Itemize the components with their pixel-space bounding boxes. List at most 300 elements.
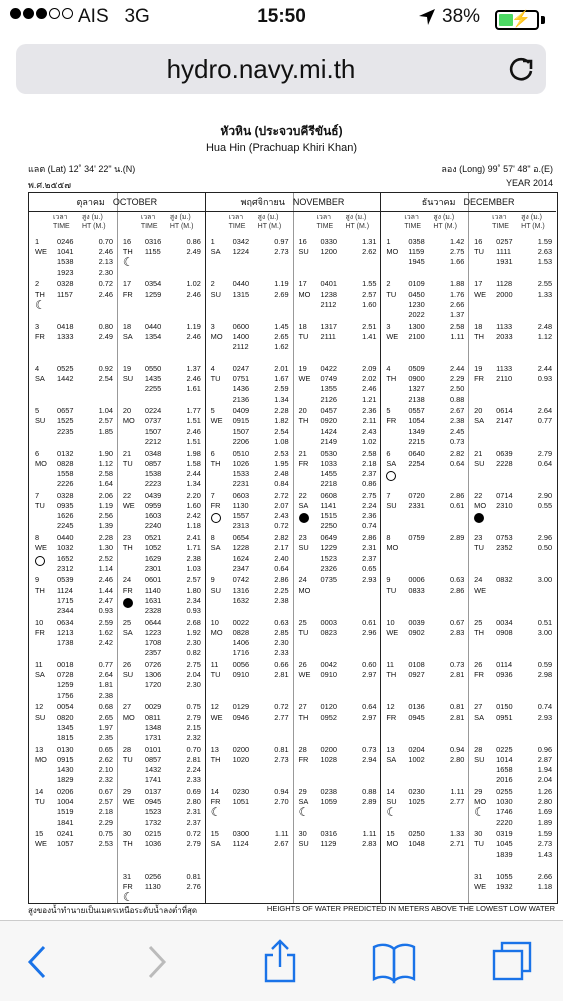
- tide-height: 1.69: [537, 807, 553, 817]
- half-moon-icon: ☾: [474, 805, 485, 820]
- weekday: FR: [474, 374, 485, 384]
- year-label: YEAR 2014: [505, 178, 553, 188]
- day-number: 29: [298, 786, 307, 796]
- month-header: [205, 193, 381, 212]
- tide-time: 1052: [144, 543, 162, 553]
- tide-height: 2.89: [449, 533, 465, 543]
- tide-time: 1931: [496, 257, 513, 267]
- tide-time: 1051: [232, 797, 250, 807]
- footer-note-thai: สูงของน้ำทำนายเป็นเมตรเหนือระดับน้ำลงต่ำที่สุด: [28, 906, 198, 915]
- weekday: WE: [474, 289, 487, 299]
- day-number: 22: [474, 490, 483, 500]
- weekday: FR: [298, 754, 309, 764]
- tide-times: [496, 872, 526, 892]
- tide-times: [57, 660, 87, 701]
- month-name-english: NOVEMBER: [292, 197, 345, 207]
- tide-heights: [261, 237, 289, 257]
- tide-height: 2.37: [186, 817, 201, 827]
- day-label: [211, 237, 231, 257]
- tide-height: 2.30: [274, 638, 289, 648]
- tide-time: 1333: [57, 331, 74, 341]
- tide-height: 2.97: [362, 712, 377, 722]
- day-number: 6: [386, 448, 391, 458]
- day-label: [386, 406, 406, 426]
- day-number: 22: [122, 490, 132, 500]
- day-number: 27: [474, 702, 483, 712]
- day-number: 1: [210, 237, 215, 246]
- tide-time: 0150: [496, 702, 513, 712]
- weekday: TH: [122, 247, 133, 257]
- tide-times: [233, 702, 263, 722]
- tide-height: 2.96: [362, 627, 377, 637]
- tide-height: 0.70: [186, 744, 201, 754]
- tide-heights: [85, 364, 113, 384]
- tide-time: 0137: [144, 786, 162, 796]
- time-header: TIME: [228, 223, 246, 230]
- tide-time: 0959: [144, 501, 162, 510]
- tide-times: [145, 279, 175, 299]
- tide-time: 1002: [408, 754, 425, 764]
- day-number: 26: [474, 660, 483, 669]
- weekday: TH: [474, 627, 485, 637]
- day-label: [474, 660, 494, 680]
- tide-height: 0.60: [362, 660, 377, 669]
- tide-time: 1055: [496, 871, 513, 881]
- tide-time: 0418: [57, 321, 74, 331]
- tide-time: 1658: [496, 765, 513, 774]
- tide-height: 2.94: [362, 754, 377, 764]
- tide-heights: [261, 322, 289, 353]
- tide-time: 2112: [232, 342, 249, 351]
- tide-height: 2.75: [186, 660, 201, 669]
- tide-time: 0319: [496, 829, 513, 839]
- day-number: 9: [35, 575, 40, 585]
- tide-height: 1.21: [362, 394, 377, 404]
- tide-height: 2.44: [186, 468, 201, 478]
- tide-time: 0915: [57, 754, 74, 764]
- day-label: [123, 533, 143, 553]
- day-label: [474, 491, 494, 527]
- day-label: [386, 322, 406, 342]
- tide-height: 1.92: [186, 627, 201, 637]
- address-bar[interactable]: [16, 44, 546, 94]
- day-number: 11: [210, 660, 219, 669]
- tide-times: [145, 618, 175, 659]
- day-label: [123, 406, 143, 426]
- tide-heights: [85, 449, 113, 490]
- tide-heights: [85, 533, 113, 574]
- tide-heights: [85, 745, 113, 786]
- tide-time: 1632: [232, 595, 250, 605]
- day-label: [123, 702, 143, 722]
- day-number: 14: [35, 786, 44, 796]
- tide-time: 1432: [144, 765, 162, 774]
- tide-height: 0.73: [362, 744, 377, 754]
- tide-height: 2.04: [186, 670, 201, 680]
- day-number: 15: [210, 829, 219, 839]
- weekday: SA: [386, 458, 397, 468]
- tide-time: 0946: [232, 712, 250, 722]
- weekday: SA: [122, 627, 133, 637]
- day-label: [474, 237, 494, 257]
- back-icon[interactable]: [16, 939, 64, 985]
- tide-time: 1300: [408, 321, 425, 331]
- day-number: 10: [386, 617, 395, 627]
- tide-time: 0644: [144, 617, 162, 627]
- tabs-icon[interactable]: [490, 939, 538, 985]
- tide-times: [57, 406, 87, 437]
- day-number: 6: [210, 448, 215, 458]
- day-number: 31: [474, 871, 483, 881]
- tide-times: [496, 787, 526, 828]
- tide-height: 2.53: [274, 448, 289, 458]
- tide-time: 1557: [232, 511, 250, 521]
- tide-height: 2.80: [537, 797, 553, 807]
- tide-times: [496, 702, 526, 722]
- day-label: [211, 491, 231, 527]
- tide-heights: [349, 406, 377, 447]
- day-label: [211, 745, 231, 765]
- tide-height: 2.28: [98, 533, 113, 543]
- footer-note-english: HEIGHTS OF WATER PREDICTED IN METERS ABOVE THE LOWEST LOW WATER: [266, 904, 555, 913]
- tide-time: 0101: [144, 744, 162, 754]
- tide-time: 1059: [320, 797, 337, 807]
- tide-height: 0.94: [449, 744, 465, 754]
- tide-height: 2.04: [537, 775, 553, 785]
- tide-times: [57, 787, 87, 828]
- day-label: [123, 745, 143, 765]
- day-number: 9: [386, 575, 391, 585]
- weekday: WE: [122, 797, 135, 807]
- tide-height: 2.70: [274, 797, 289, 807]
- weekday: TU: [122, 458, 133, 468]
- tide-height: 2.20: [186, 490, 201, 500]
- tide-height: 2.18: [362, 458, 377, 468]
- tide-time: 1128: [496, 279, 513, 289]
- tide-time: 2136: [232, 394, 250, 404]
- weekday: MO: [35, 458, 47, 468]
- day-number: 28: [474, 744, 483, 754]
- tide-time: 1348: [144, 722, 162, 732]
- day-label: [123, 364, 143, 384]
- tide-height: 0.81: [186, 871, 201, 881]
- tide-heights: [436, 702, 464, 722]
- tide-time: 0330: [320, 237, 337, 246]
- day-label: [386, 364, 406, 384]
- day-number: 23: [298, 533, 307, 543]
- weekday: WE: [474, 881, 487, 891]
- tide-times: [145, 702, 175, 743]
- tide-height: 1.58: [186, 458, 201, 468]
- tide-height: 2.46: [98, 289, 113, 299]
- tide-time: 0215: [144, 829, 162, 839]
- tide-height: 0.64: [537, 458, 553, 468]
- tide-time: 1026: [232, 458, 250, 468]
- day-number: 23: [122, 533, 132, 543]
- day-label: [386, 829, 406, 849]
- tide-height: 2.36: [362, 406, 377, 416]
- time-header-thai: เวลา: [492, 214, 507, 221]
- tide-time: 0003: [320, 617, 337, 627]
- reload-icon[interactable]: [504, 52, 538, 86]
- tide-time: 1525: [57, 416, 74, 426]
- tide-time: 0749: [320, 374, 337, 384]
- tide-time: 1756: [57, 690, 74, 700]
- tide-heights: [436, 575, 464, 595]
- tide-times: [233, 406, 263, 447]
- tide-height: 2.02: [362, 374, 377, 384]
- tide-times: [408, 237, 438, 268]
- tide-heights: [349, 618, 377, 638]
- tide-height: 2.87: [537, 754, 553, 764]
- day-number: 5: [386, 406, 391, 416]
- tide-time: 1045: [496, 839, 513, 849]
- tide-height: 2.81: [186, 754, 201, 764]
- tide-height: 2.38: [449, 416, 465, 426]
- height-header: HT (M.): [521, 223, 545, 230]
- tide-time: 1436: [232, 384, 250, 394]
- tide-time: 0409: [232, 406, 250, 416]
- tide-height: 2.75: [449, 247, 465, 257]
- tide-time: 0525: [57, 363, 74, 373]
- tide-times: [57, 322, 87, 342]
- tide-heights: [524, 787, 552, 828]
- tide-time: 1738: [57, 638, 74, 648]
- bookmarks-icon[interactable]: [370, 939, 418, 985]
- column-divider: [117, 193, 118, 903]
- month-divider: [205, 193, 206, 903]
- month-name-english: DECEMBER: [463, 197, 515, 207]
- weekday: TU: [474, 247, 485, 257]
- day-number: 24: [474, 575, 483, 585]
- weekday: MO: [386, 543, 399, 553]
- tide-height: 1.97: [98, 722, 113, 732]
- tide-time: 0759: [408, 533, 425, 543]
- tide-time: 2312: [57, 563, 74, 573]
- weekday: MO: [35, 754, 47, 764]
- day-label: [299, 745, 319, 765]
- day-number: 11: [35, 660, 43, 669]
- tide-height: 0.63: [274, 617, 289, 627]
- tide-time: 0200: [232, 744, 250, 754]
- weekday: MO: [474, 501, 487, 510]
- weekday: TU: [386, 585, 397, 595]
- day-label: [123, 449, 143, 469]
- tide-time: 1014: [496, 754, 513, 764]
- tide-height: 1.08: [274, 436, 289, 446]
- day-number: 13: [210, 744, 219, 754]
- tide-height: 1.60: [362, 299, 377, 309]
- day-label: [386, 449, 406, 485]
- day-number: 18: [298, 321, 307, 331]
- tide-heights: [261, 829, 289, 849]
- tide-height: 2.36: [362, 511, 377, 521]
- day-number: 17: [474, 279, 483, 289]
- day-number: 2: [35, 279, 40, 289]
- tide-time: 1032: [57, 543, 74, 553]
- day-label: [386, 533, 406, 553]
- tide-time: 0130: [57, 744, 74, 754]
- weekday: WE: [298, 670, 311, 680]
- tide-height: 2.68: [186, 617, 201, 627]
- tide-height: 1.19: [98, 501, 113, 510]
- tide-times: [57, 491, 87, 532]
- tide-height: 2.53: [98, 839, 113, 849]
- day-number: 16: [474, 237, 483, 246]
- tide-times: [145, 322, 175, 342]
- tide-time: 0204: [408, 744, 425, 754]
- tide-height: 2.90: [537, 490, 553, 500]
- height-header: HT (M.): [433, 223, 457, 230]
- tide-height: 1.94: [537, 765, 553, 774]
- tide-time: 0539: [57, 575, 74, 585]
- tide-time: 0132: [57, 448, 74, 458]
- tide-times: [321, 660, 351, 680]
- tide-times: [233, 279, 263, 299]
- tide-time: 0915: [232, 416, 250, 426]
- tide-time: 2110: [496, 374, 513, 384]
- tide-height: 1.77: [186, 406, 201, 416]
- tide-height: 2.98: [537, 670, 553, 680]
- weekday: WE: [122, 501, 135, 510]
- tide-times: [57, 575, 87, 616]
- tide-time: 0811: [144, 712, 161, 722]
- tide-height: 2.62: [98, 754, 113, 764]
- tide-heights: [524, 702, 552, 722]
- day-label: [299, 533, 319, 553]
- tide-times: [408, 533, 438, 543]
- tide-height: 2.73: [537, 839, 553, 849]
- forward-icon[interactable]: [132, 939, 180, 985]
- tide-time: 0250: [408, 829, 425, 839]
- tide-height: 2.47: [98, 595, 113, 605]
- tide-times: [408, 618, 438, 638]
- tide-times: [321, 702, 351, 722]
- tide-height: 2.55: [537, 279, 553, 289]
- day-label: [299, 787, 319, 820]
- tide-time: 0601: [144, 575, 162, 585]
- tide-height: 0.92: [98, 363, 113, 373]
- tide-height: 2.54: [274, 426, 289, 436]
- tide-time: 0927: [408, 670, 425, 680]
- url-text[interactable]: hydro.navy.mi.th: [166, 54, 356, 84]
- weekday: FR: [35, 627, 45, 637]
- tide-heights: [524, 279, 552, 299]
- tide-time: 2254: [408, 458, 425, 468]
- tide-time: 1406: [232, 638, 250, 648]
- tide-time: 0832: [496, 575, 513, 585]
- tide-height: 1.64: [98, 479, 113, 489]
- tide-height: 0.67: [449, 617, 465, 627]
- day-label: [35, 660, 55, 680]
- tide-height: 1.61: [186, 384, 201, 394]
- tide-time: 0910: [232, 670, 250, 680]
- tide-times: [57, 449, 87, 490]
- tide-heights: [349, 322, 377, 342]
- tide-time: 0316: [320, 829, 337, 839]
- tide-time: 1354: [144, 331, 162, 341]
- tide-height: 1.51: [186, 436, 201, 446]
- tide-height: 2.56: [98, 511, 113, 521]
- tide-heights: [524, 829, 552, 860]
- tide-height: 2.09: [362, 363, 377, 373]
- day-label: [299, 364, 319, 384]
- tide-heights: [349, 660, 377, 680]
- tide-heights: [173, 702, 201, 743]
- day-number: 29: [122, 786, 132, 796]
- day-label: [474, 364, 494, 384]
- tide-time: 0129: [232, 702, 250, 712]
- tide-times: [233, 237, 263, 257]
- day-number: 31: [122, 871, 132, 881]
- tide-height: 2.59: [98, 617, 113, 627]
- tide-heights: [173, 449, 201, 490]
- tide-height: 2.71: [449, 839, 465, 849]
- weekday: SU: [386, 501, 397, 510]
- tide-time: 1424: [320, 426, 337, 436]
- tide-time: 1841: [57, 817, 74, 827]
- share-icon[interactable]: [256, 939, 304, 985]
- tide-time: 1200: [320, 247, 337, 257]
- tide-times: [408, 406, 438, 447]
- tide-time: 0114: [496, 660, 513, 669]
- tide-height: 2.81: [449, 670, 465, 680]
- tide-heights: [173, 406, 201, 447]
- tide-time: 1442: [57, 374, 74, 384]
- tide-height: 2.51: [362, 321, 377, 331]
- tide-time: 1327: [408, 384, 425, 394]
- tide-height: 0.70: [98, 237, 113, 246]
- weekday: WE: [386, 331, 399, 341]
- tide-time: 1213: [57, 627, 74, 637]
- tide-time: 1124: [57, 585, 73, 595]
- day-number: 26: [122, 660, 132, 669]
- day-number: 27: [298, 702, 307, 712]
- tide-heights: [261, 364, 289, 405]
- weekday: TH: [474, 331, 485, 341]
- tide-height: 0.86: [186, 237, 201, 246]
- tide-height: 1.19: [274, 279, 289, 289]
- tide-heights: [349, 449, 377, 490]
- tide-heights: [436, 533, 464, 543]
- tide-heights: [436, 364, 464, 405]
- tide-height: 0.72: [98, 279, 113, 289]
- tide-time: 0018: [57, 660, 74, 669]
- tide-height: 2.59: [274, 384, 289, 394]
- tide-time: 1746: [496, 807, 513, 817]
- tide-time: 0857: [144, 458, 162, 468]
- day-label: [386, 787, 406, 820]
- time-header-thai: เวลา: [316, 214, 332, 221]
- tide-height: 2.73: [274, 247, 289, 257]
- tide-height: 2.24: [362, 501, 377, 510]
- tide-height: 0.65: [98, 744, 113, 754]
- tide-heights: [261, 491, 289, 532]
- tide-height: 1.34: [186, 479, 201, 489]
- tide-times: [145, 533, 175, 574]
- tide-times: [57, 364, 87, 384]
- tide-height: 2.32: [186, 732, 201, 742]
- day-label: [299, 279, 319, 299]
- weekday: TH: [210, 458, 221, 468]
- tide-time: 1306: [144, 670, 162, 680]
- weekday: MO: [386, 839, 399, 849]
- tide-time: 1124: [232, 839, 249, 849]
- tide-height: 1.41: [362, 331, 377, 341]
- tide-heights: [261, 787, 289, 807]
- day-number: 9: [210, 575, 215, 585]
- day-label: [123, 787, 143, 807]
